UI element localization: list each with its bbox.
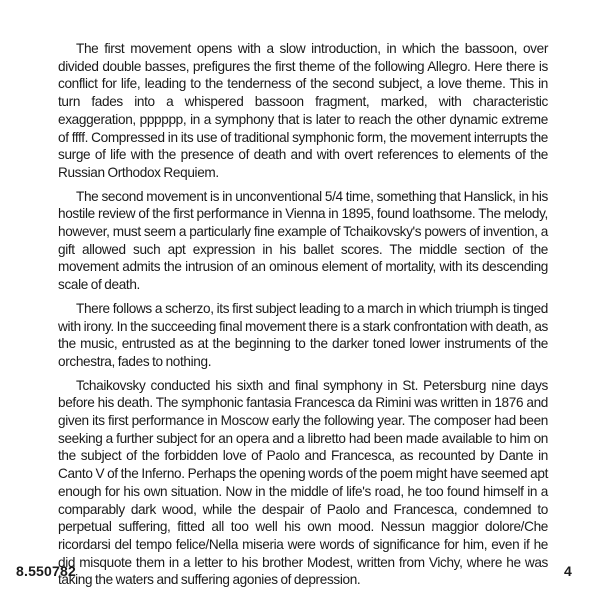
body-text	[58, 40, 548, 595]
paragraph-scherzo-finale: There follows a scherzo, its first subject leading to a march in which triumph is tinged with irony. In the succeeding final movement there is a stark confrontation with death, as the music, entrusted as at the beginning to the darker toned lower instruments of the orchestra, fades to nothing.	[58, 300, 548, 369]
paragraph-first-movement: The first movement opens with a slow introduction, in which the bassoon, over divided double basses, prefigures the first theme of the following Allegro. Here there is conflict for life, leading to the tenderness of the second subject, a love theme. This in turn fades into a whispered bassoon fragment, marked, with characteristic exaggeration, pppppp, in a symphony that is later to reach the other dynamic extreme of ffff. Compressed in its use of traditional symphonic form, the movement interrupts the surge of life with the presence of death and with overt references to elements of the Russian Orthodox Requiem.	[58, 41, 548, 180]
paragraph-francesca: Tchaikovsky conducted his sixth and final symphony in St. Petersburg nine days before his death. The symphonic fantasia Francesca da Rimini was written in 1876 and given its first performance in Moscow early the following year. The composer had been seeking a further subject for an opera and a libretto had been made available to him on the subject of the forbidden love of Paolo and Francesca, as recounted by Dante in Canto V of the Inferno. Perhaps the opening words of the poem might have seemed apt enough for his own situation. Now in the middle of life's road, he too found himself in a comparably dark wood, while the despair of Paolo and Francesca, condemned to perpetual suffering, fitted all too well his own mood. Nessun maggior dolore/Che ricordarsi del tempo felice/Nella miseria were words of significance for him, even if he did misquote them in a letter to his brother Modest, written from Vichy, where he was taking the waters and suffering agonies of depression.	[58, 377, 548, 588]
page-number: 4	[564, 563, 572, 579]
catalog-number: 8.550782	[16, 563, 76, 579]
paragraph-second-movement: The second movement is in unconventional 5/4 time, something that Hanslick, in his hostile review of the first performance in Vienna in 1895, found loathsome. The melody, however, must seem a particularly fine example of Tchaikovsky's powers of invention, a gift allowed such apt expression in his ballet scores. The middle section of the movement admits the intrusion of an ominous element of mortality, with its descending scale of death.	[58, 188, 548, 293]
